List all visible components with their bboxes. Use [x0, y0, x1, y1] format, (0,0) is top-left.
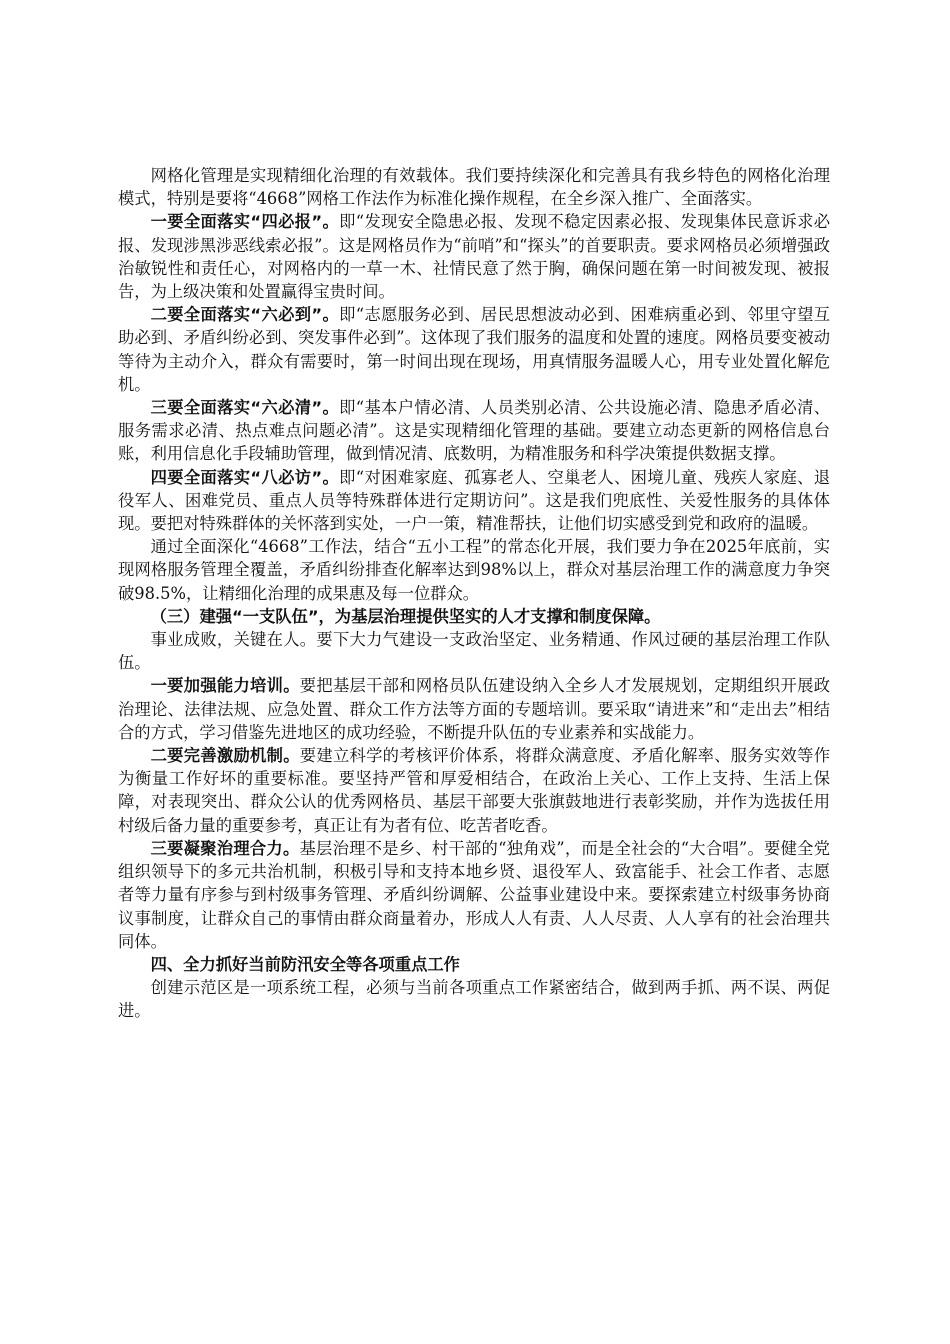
paragraph-four-must-report: 一要全面落实“四必报”。即“发现安全隐患必报、发现不稳定因素必报、发现集体民意诉求必报、发现涉黑涉恶线索必报”。这是网格员作为“前哨”和“探头”的首要职责。要求网格员必须增强政治敏锐性和责任心，对网格内的一草一木、社情民意了然于胸，确保问题在第一时间被发现、被报告，为上级决策和处置赢得宝贵时间。 [118, 212, 831, 302]
section-heading-flood-safety: 四、全力抓好当前防汛安全等各项重点工作 [150, 954, 460, 974]
paragraph-lead: 一要全面落实“四必报”。 [150, 212, 340, 232]
paragraph-lead: 四要全面落实“八必访”。 [150, 467, 340, 487]
paragraph-lead: 二要全面落实“六必到”。 [150, 305, 340, 325]
paragraph-training: 一要加强能力培训。要把基层干部和网格员队伍建设纳入全乡人才发展规划，定期组织开展政治理论、法律法规、应急处置、群众工作方法等方面的专题培训。要采取“请进来”和“走出去”相结合的方式，学习借鉴先进地区的成功经验，不断提升队伍的专业素养和实战能力。 [118, 676, 830, 742]
paragraph-lead: 三要全面落实“六必清”。 [150, 398, 340, 418]
paragraph-lead: 二要完善激励机制。 [150, 746, 300, 766]
paragraph-team-intro: 事业成败，关键在人。要下大力气建设一支政治坚定、业务精通、作风过硬的基层治理工作队伍。 [118, 630, 830, 673]
paragraph-intro: 网格化管理是实现精细化治理的有效载体。我们要持续深化和完善具有我乡特色的网格化治理模式，特别是要将“4668”网格工作法作为标准化操作规程，在全乡深入推广、全面落实。 [118, 166, 830, 209]
document-body [118, 164, 830, 1023]
paragraph-incentives: 二要完善激励机制。要建立科学的考核评价体系，将群众满意度、矛盾化解率、服务实效等作为衡量工作好坏的重要标准。要坚持严管和厚爱相结合，在政治上关心、工作上支持、生活上保障，对表现突出、群众公认的优秀网格员、基层干部要大张旗鼓地进行表彰奖励，并作为选拔任用村级后备力量的重要参考，真正让有为者有位、吃苦者吃香。 [118, 746, 830, 835]
paragraph-synergy: 三要凝聚治理合力。基层治理不是乡、村干部的“独角戏”，而是全社会的“大合唱”。要健全党组织领导下的多元共治机制，积极引导和支持本地乡贤、退役军人、致富能手、社会工作者、志愿者等力量有序参与到村级事务管理、矛盾纠纷调解、公益事业建设中来。要探索建立村级事务协商议事制度，让群众自己的事情由群众商量着办，形成人人有责、人人尽责、人人享有的社会治理共同体。 [118, 838, 830, 951]
paragraph-six-must-arrive: 二要全面落实“六必到”。即“志愿服务必到、居民思想波动必到、困难病重必到、邻里守望互助必到、矛盾纠纷必到、突发事件必到”。这体现了我们服务的温度和处置的速度。网格员要变被动等待为主动介入，群众有需要时，第一时间出现在现场，用真情服务温暖人心，用专业处置化解危机。 [118, 305, 831, 394]
paragraph-six-must-clear: 三要全面落实“六必清”。即“基本户情必清、人员类别必清、公共设施必清、隐患矛盾必清、服务需求必清、热点难点问题必清”。这是实现精细化管理的基础。要建立动态更新的网格信息台账，利用信息化手段辅助管理，做到情况清、底数明，为精准服务和科学决策提供数据支撑。 [118, 398, 831, 464]
section-heading-team: （三）建强“一支队伍”，为基层治理提供坚实的人才支撑和制度保障。 [150, 606, 661, 626]
paragraph-goals-2025: 通过全面深化“4668”工作法，结合“五小工程”的常态化开展，我们要力争在2025年底前，实现网格服务管理全覆盖，矛盾纠纷排查化解率达到98%以上，群众对基层治理工作的满意度力争突破98.5%，让精细化治理的成果惠及每一位群众。 [118, 537, 830, 603]
paragraph-demonstration-zone: 创建示范区是一项系统工程，必须与当前各项重点工作紧密结合，做到两手抓、两不误、两促进。 [118, 978, 830, 1021]
paragraph-lead: 三要凝聚治理合力。 [150, 838, 300, 858]
paragraph-eight-must-visit: 四要全面落实“八必访”。即“对困难家庭、孤寡老人、空巢老人、困境儿童、残疾人家庭、退役军人、困难党员、重点人员等特殊群体进行定期访问”。这是我们兜底性、关爱性服务的具体体现。要把对特殊群体的关怀落到实处，一户一策，精准帮扶，让他们切实感受到党和政府的温暖。 [118, 467, 831, 534]
paragraph-lead: 一要加强能力培训。 [150, 676, 300, 696]
